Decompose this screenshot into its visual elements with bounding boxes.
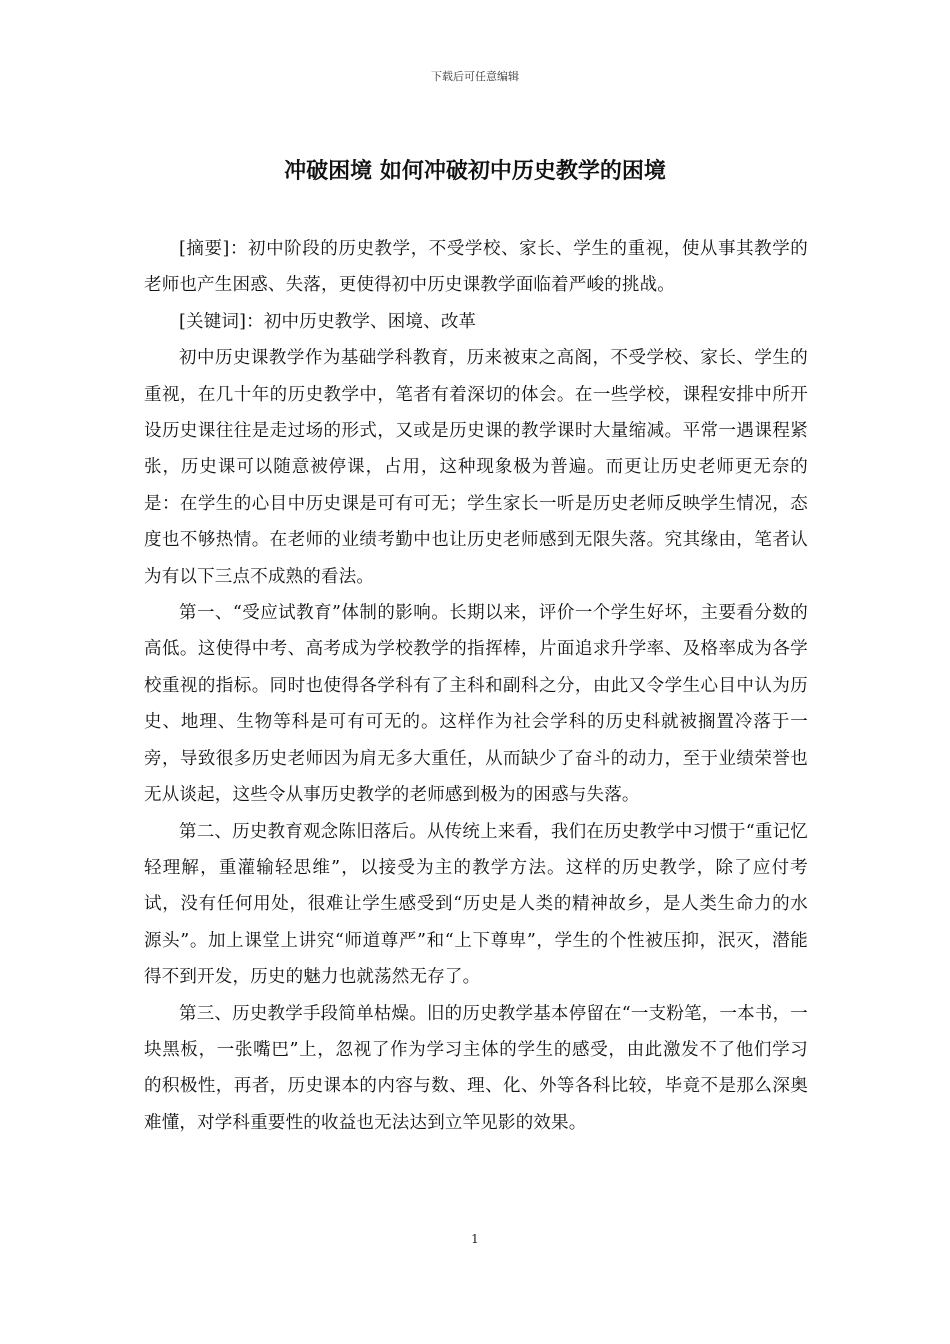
body-paragraph: 第二、历史教育观念陈旧落后。从传统上来看，我们在历史教学中习惯于“重记忆轻理解，重灌输轻思维”，以接受为主的教学方法。这样的历史教学，除了应付考试，没有任何用处，很难让学生感受到“历史是人类的精神故乡，是人类生命力的水源头”。加上课堂上讲究“师道尊严”和“上下尊卑”，学生的个性被压抑，泯灭，潜能得不到开发，历史的魅力也就荡然无存了。 (144, 821, 808, 988)
keywords-paragraph: [关键词]：初中历史教学、困境、改革 (179, 311, 477, 332)
document-body (144, 231, 808, 1141)
abstract-paragraph: [摘要]：初中阶段的历史教学，不受学校、家长、学生的重视，使从事其教学的老师也产生困惑、失落，更使得初中历史课教学面临着严峻的挑战。 (144, 239, 808, 296)
body-paragraph: 第一、“受应试教育”体制的影响。长期以来，评价一个学生好坏，主要看分数的高低。这使得中考、高考成为学校教学的指挥棒，片面追求升学率、及格率成为各学校重视的指标。同时也使得各学科有了主科和副科之分，由此又令学生心目中认为历史、地理、生物等科是可有可无的。这样作为社会学科的历史科就被搁置冷落于一旁，导致很多历史老师因为肩无多大重任，从而缺少了奋斗的动力，至于业绩荣誉也无从谈起，这些令从事历史教学的老师感到极为的困惑与失落。 (144, 603, 808, 806)
header-note: 下载后可任意编辑 (431, 70, 519, 83)
document-title: 冲破困境 如何冲破初中历史教学的困境 (284, 159, 666, 184)
page-number: 1 (471, 1232, 479, 1246)
body-paragraph: 初中历史课教学作为基础学科教育，历来被束之高阁，不受学校、家长、学生的重视，在几十年的历史教学中，笔者有着深切的体会。在一些学校，课程安排中所开设历史课往往是走过场的形式，又或是历史课的教学课时大量缩减。平常一遇课程紧张，历史课可以随意被停课，占用，这种现象极为普遍。而更让历史老师更无奈的是：在学生的心目中历史课是可有可无；学生家长一听是历史老师反映学生情况，态度也不够热情。在老师的业绩考勤中也让历史老师感到无限失落。究其缘由，笔者认为有以下三点不成熟的看法。 (144, 348, 808, 587)
body-paragraph: 第三、历史教学手段简单枯燥。旧的历史教学基本停留在“一支粉笔，一本书，一块黑板，一张嘴巴”上，忽视了作为学习主体的学生的感受，由此激发不了他们学习的积极性，再者，历史课本的内容与数、理、化、外等各科比较，毕竟不是那么深奥难懂，对学科重要性的收益也无法达到立竿见影的效果。 (144, 1003, 808, 1133)
